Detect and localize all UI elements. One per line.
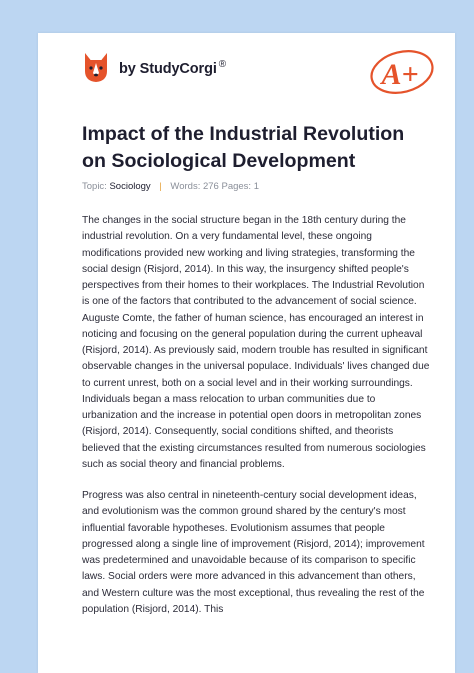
brand-name-text: by StudyCorgi: [119, 60, 217, 77]
grade-badge-text: A+: [381, 58, 419, 91]
topic-link[interactable]: Sociology: [109, 181, 151, 192]
document-title: Impact of the Industrial Revolution on Sociological Development: [82, 123, 405, 172]
paragraph: Progress was also central in nineteenth-century social development ideas, and evolutionism was the common ground shared by the century's most influential favorable hypotheses. Evolutionism assumes that people progressed along a single line of improvement (Risjord, 2014); improvement was predetermined and unavoidable because of its comparison to specific laws. Social orders were more advanced in this advancement than others, and Western culture was the most exceptional, thus revealing the rest of the population (Risjord, 2014). This: [82, 490, 425, 615]
grade-badge-icon: [365, 44, 439, 98]
registered-mark: ®: [218, 59, 227, 71]
words-label: Words:: [170, 181, 201, 192]
document-meta: [82, 181, 259, 192]
corgi-icon: [82, 51, 110, 83]
document-page: [38, 33, 455, 673]
studycorgi-logo[interactable]: [82, 51, 226, 83]
paragraph: The changes in the social structure began in the 18th century during the industrial revolution. On a very fundamental level, these ongoing modifications provided new working and living strategies, transforming the social design (Risjord, 2014). In this way, the insurgency shifted people's perspectives from their homes to their workplaces. The Industrial Revolution is one of the factors that contributed to the advancement of social science. Auguste Comte, the father of human science, has encouraged an interest in noticing and focusing on the general population during the current upheaval (Risjord, 2014). As previously said, modern trouble has resulted in significant observable changes in the universal populace. Individuals' lives changed due to current unrest, both on a social level and in their working surroundings. Individuals began a mass relocation to urban communities due to urbanization and the increase in potential open doors in metropolitan zones (Risjord, 2014). Consequently, social conditions shifted, and theorists believed that the existing circumstances resulted from numerous sociologies such as social theory and financial problems.: [82, 215, 430, 470]
brand-name: [119, 59, 226, 77]
pages-count: 1: [253, 181, 259, 192]
pages-label: Pages:: [221, 181, 252, 192]
topic-label: Topic:: [82, 181, 107, 192]
document-body: [82, 213, 432, 633]
words-count: 276: [202, 181, 219, 192]
meta-separator: |: [159, 181, 162, 192]
